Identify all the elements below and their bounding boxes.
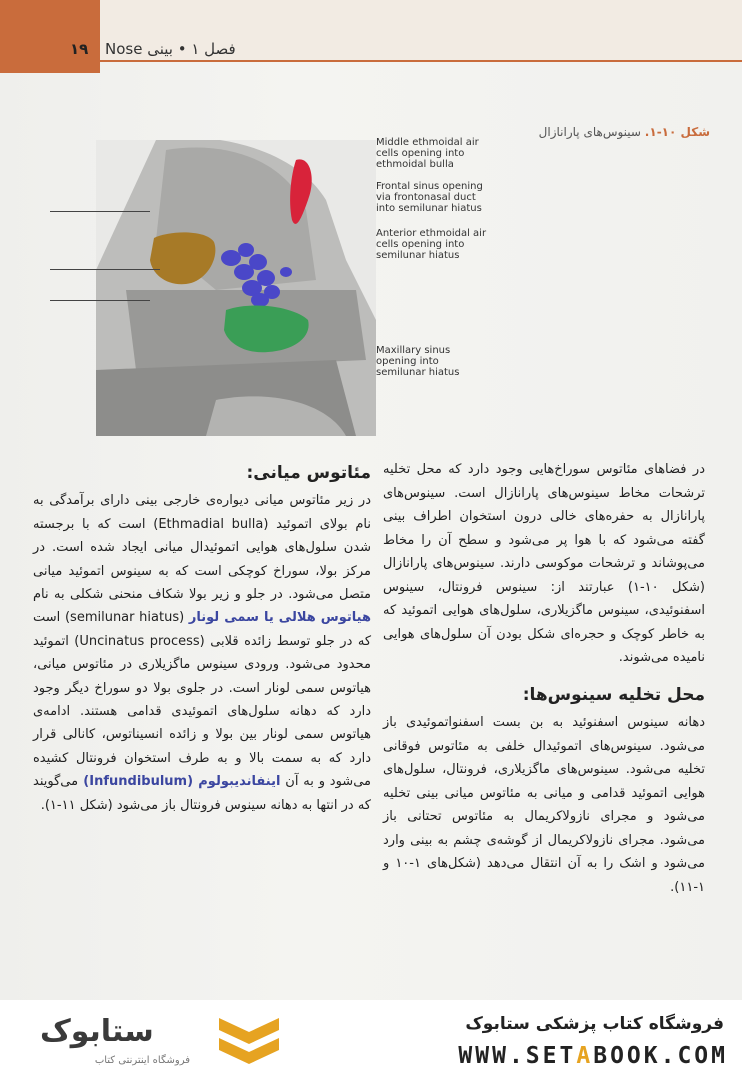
term-infundibulum: اینفاندیبولوم (198, 774, 281, 790)
paragraph-meatus-openings: در فضاهای مئاتوس سوراخ‌هایی وجود دارد که محل تخلیه ترشحات مخاط سینوس‌های پارانازال است. سینوس‌های پارانازال به حفره‌های خالی درون استخوان اطراف بینی گفته می‌شود که با هوا پر می‌شود و سطح آن را مخاط می‌پوشاند و ترشحات موکوسی دارند. سینوس‌های پارانازال (شکل ۱۰-۱) عبارتند از: سینوس فرونتال، سینوس اسفنوئیدی، سینوس ماگزیلاری، سلول‌های هوایی اتموئید که به خاطر کوچک و حجره‌ای شکل بودن آن سلول‌های هوایی نامیده می‌شوند. (383, 462, 705, 665)
text-span: است که در جلو توسط زائده قلابی (Uncinatus process) اتموئید محدود می‌شود. ورودی سینوس ماگزیلاری در مئاتوس میانی، هیاتوس سمی لونار است. در جلوی بولا دو سوراخ دیگر وجود دارد که دهانه سلول‌های اتموئیدی قدامی هستند. ادامه‌ی هیاتوس سمی لونار بین بولا و زائده انسیناتوس، کانالی قرار دارد که به سمت بالا و به طرف استخوان فرونتال کشیده می‌شود و به آن (33, 610, 372, 790)
text-span: می‌گویند که در انتها به دهانه سینوس فرونتال باز می‌شود (شکل ۱۱-۱). (33, 774, 371, 813)
figure-leader-line (50, 269, 160, 270)
figure-label: Maxillary sinus opening into semilunar hiatus (376, 345, 460, 378)
url-accent: A (576, 1043, 594, 1069)
term-infundibulum-en: (Infundibulum) (78, 774, 199, 790)
header-band (0, 0, 100, 73)
heading-sinus-drainage: محل تخلیه سینوس‌ها: (522, 684, 705, 705)
header-rule (100, 60, 742, 62)
setabook-logo-text: ستابوک (40, 1014, 154, 1049)
figure-caption (539, 125, 710, 139)
url-part: WWW.SET (458, 1043, 577, 1069)
sinus-anatomy-illustration (96, 140, 376, 436)
term-semilunar-hiatus: هیاتوس هلالی یا سمی لونار (188, 610, 371, 626)
paragraph-middle-meatus (33, 489, 371, 817)
right-column (383, 458, 705, 899)
heading-middle-meatus: مئاتوس میانی: (246, 463, 371, 483)
figure-caption-text: سینوس‌های پارانازال (538, 125, 645, 139)
figure-leader-line (50, 211, 150, 212)
term-semilunar-hiatus-en: (semilunar hiatus) (60, 610, 189, 626)
figure-label: Frontal sinus opening via frontonasal duct into semilunar hiatus (376, 181, 483, 214)
paragraph-sinus-drainage: دهانه سینوس اسفنوئید به بن بست اسفنواتموئیدی باز می‌شود. سینوس‌های اتموئیدال خلفی به مئاتوس فوقانی تخلیه می‌شود. سینوس‌های ماگزیلاری، فرونتال، سلول‌های هوایی اتموئید قدامی و میانی به مئاتوس میانی بینی تخلیه می‌شود و مجرای نازولاکریمال به مئاتوس تحتانی باز می‌شود. مجرای نازولاکریمال از گوشه‌ی چشم به بینی وارد می‌شود و اشک را به آن انتقال می‌دهد (شکل‌های ۱-۱۰ و ۱-۱۱). (383, 715, 705, 895)
page-number: ۱۹ (70, 40, 89, 58)
text-span: در زیر مئاتوس میانی دیواره‌ی خارجی بینی دارای برآمدگی به نام بولای اتموئید (Ethmadial bulla) است که با برجسته شدن سلول‌های هوایی اتموئیدال میانی ایجاد شده است. در مرکز بولا، سوراخ کوچکی است که به سینوس اتموئید میانی متصل می‌شود. در جلو و زیر بولا شکاف منحنی شکلی به نام (33, 493, 371, 603)
figure-leader-line (50, 300, 150, 301)
shop-url (458, 1043, 728, 1069)
figure-label: Anterior ethmoidal air cells opening into semilunar hiatus (376, 228, 487, 261)
shop-name: فروشگاه کتاب پزشکی ستابوک (465, 1014, 724, 1034)
figure-label: Middle ethmoidal air cells opening into ethmoidal bulla (376, 137, 479, 170)
setabook-logo-icon (214, 1010, 284, 1070)
url-part: BOOK.COM (593, 1043, 728, 1069)
chapter-title: فصل ۱ • بینی Nose (105, 40, 236, 58)
setabook-logo-subtitle: فروشگاه اینترنتی کتاب (94, 1055, 190, 1066)
figure-caption-prefix: شکل ۱۰-۱. (644, 125, 710, 139)
left-column (33, 462, 371, 817)
